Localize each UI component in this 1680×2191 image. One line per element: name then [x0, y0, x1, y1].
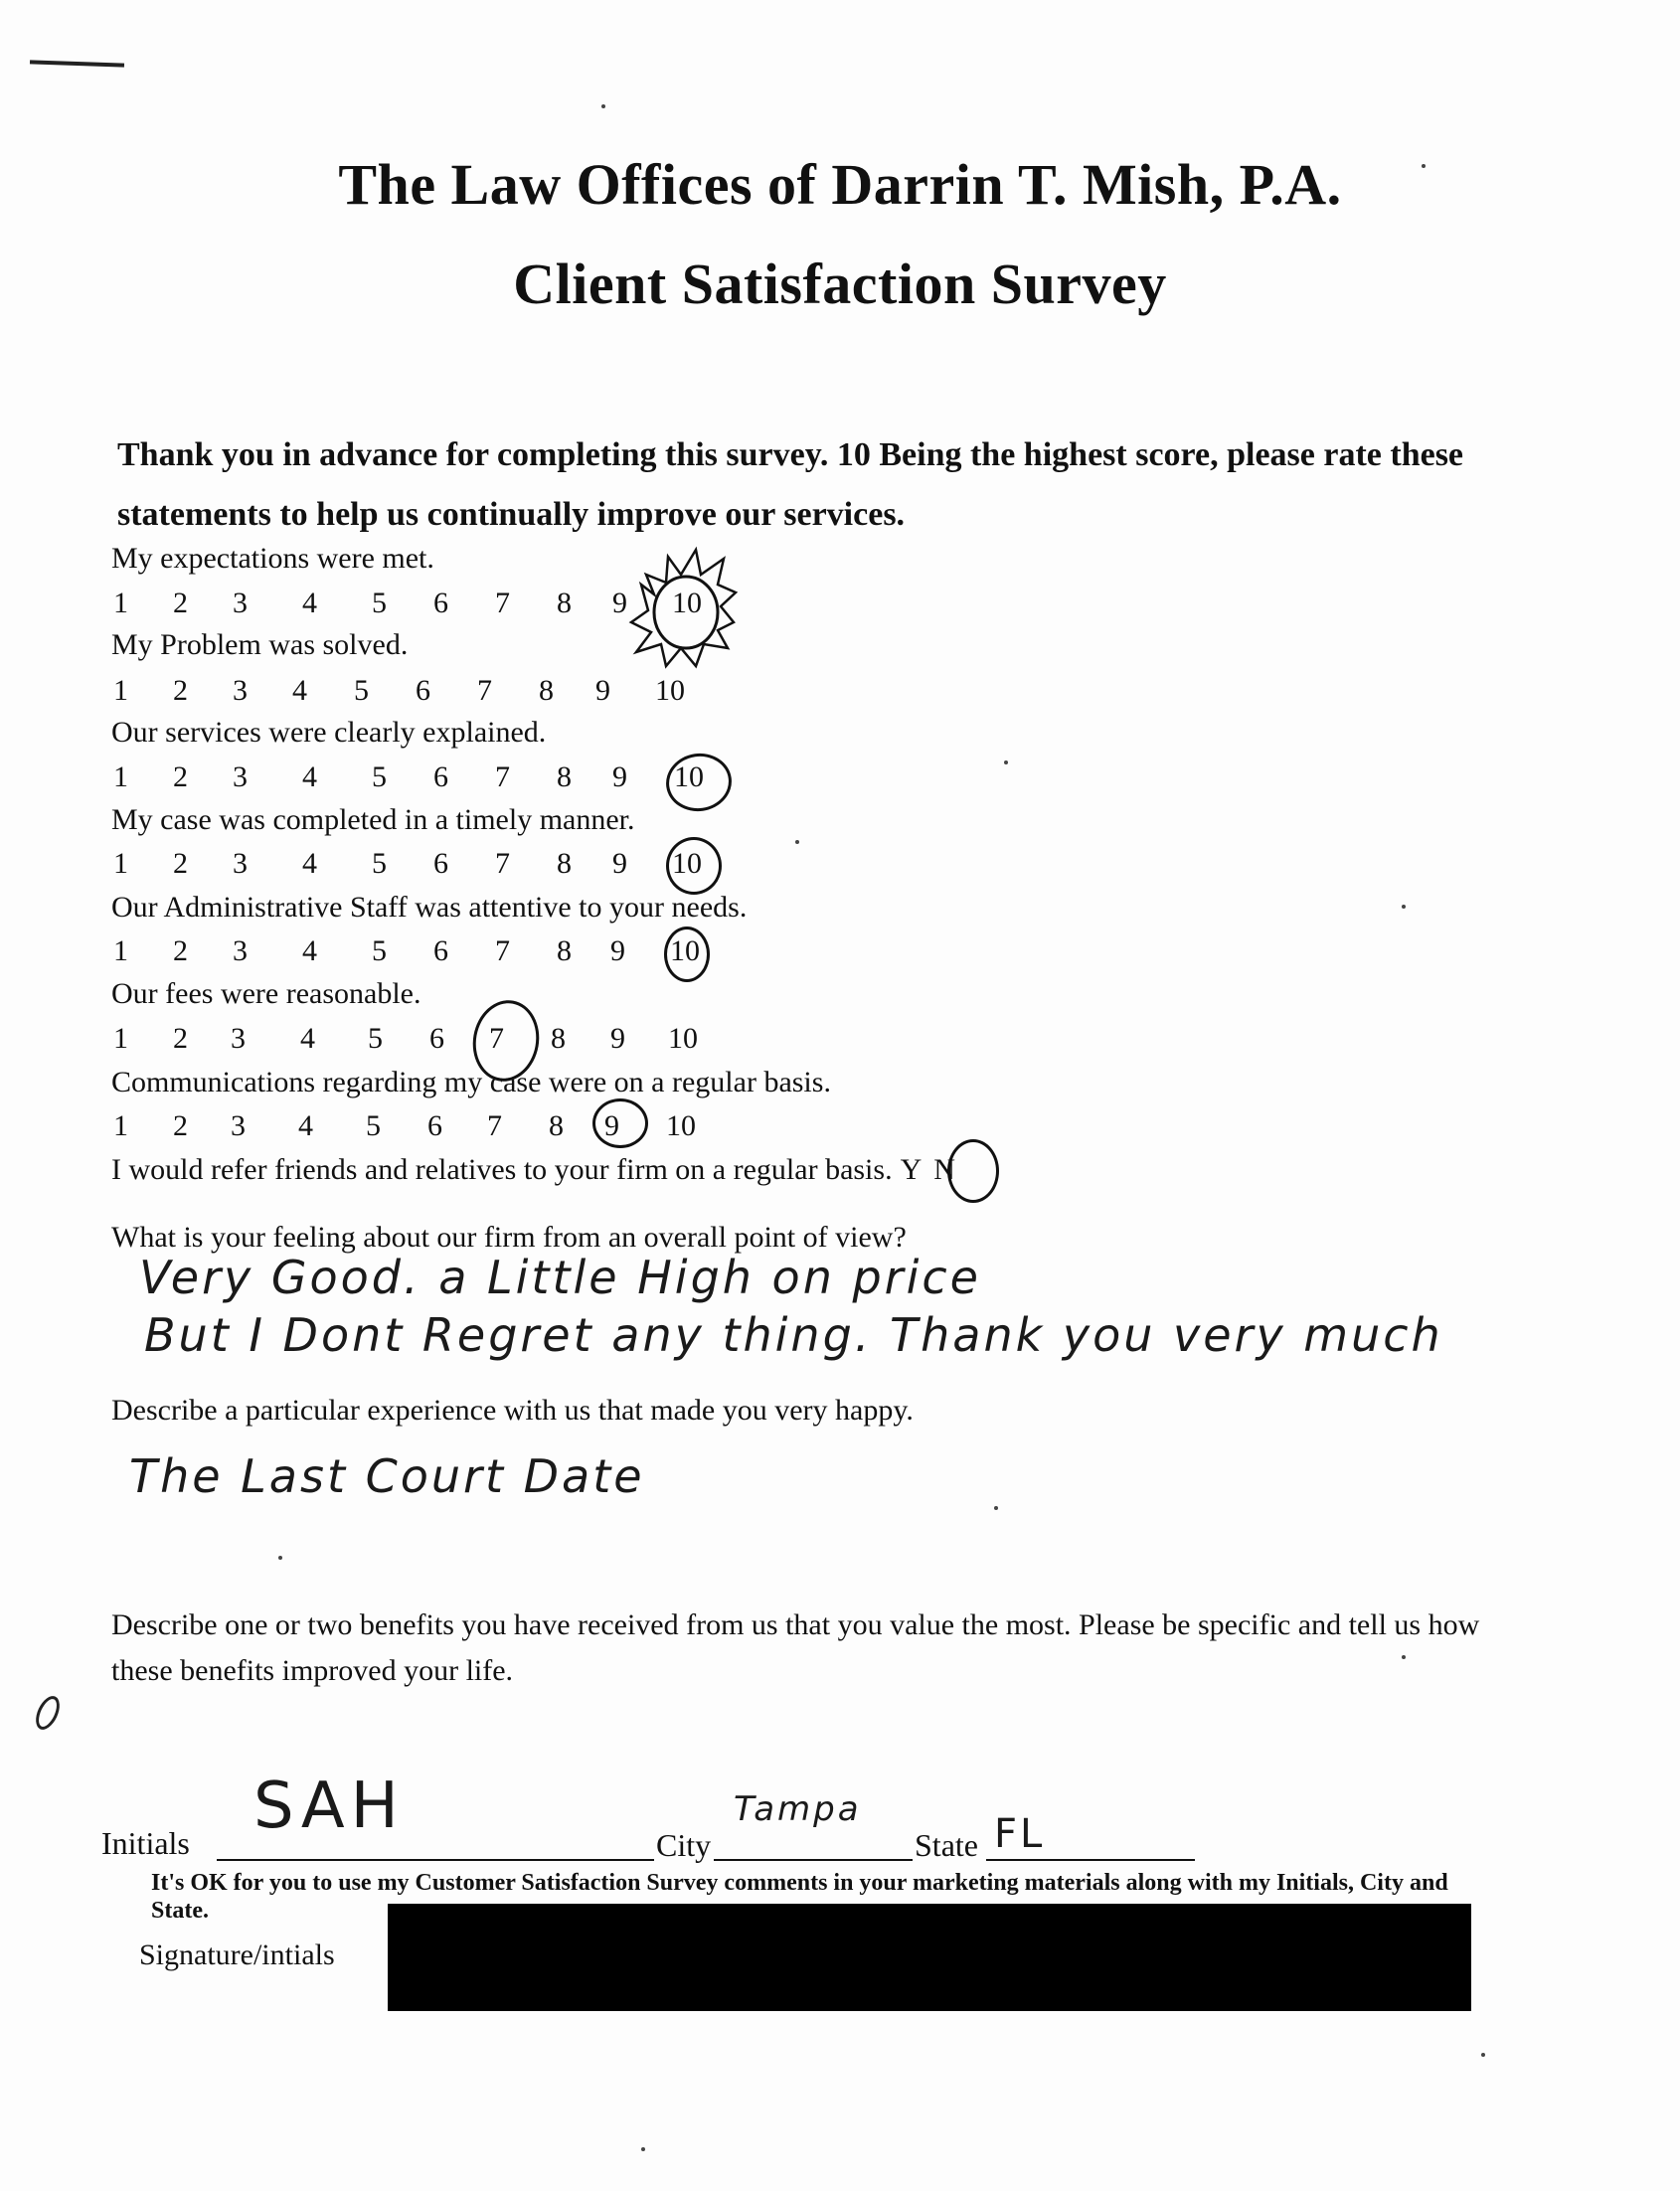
scale-number: 5 [372, 847, 387, 880]
scan-dot [601, 104, 605, 108]
scan-dot [994, 1506, 998, 1510]
scale-number: 4 [302, 587, 317, 619]
scale-number: 1 [113, 760, 128, 793]
scale-number: 7 [495, 934, 510, 967]
refer-yes-option[interactable]: Y [900, 1153, 923, 1186]
signature-label: Signature/intials [139, 1938, 335, 1971]
scale-number: 8 [557, 587, 572, 619]
city-label: City [656, 1827, 712, 1863]
scale-number: 9 [595, 674, 610, 707]
scale-number: 4 [292, 674, 307, 707]
scale-number: 5 [366, 1109, 381, 1142]
scale-number: 3 [233, 674, 248, 707]
scale-number: 10 [674, 760, 704, 793]
consent-text: It's OK for you to use my Customer Satisfaction Survey comments in your marketing materials along with my Initials, City and State. [151, 1870, 1448, 1924]
rating-scale-6[interactable] [113, 1022, 750, 1062]
scale-number: 1 [113, 674, 128, 707]
experience-question: Describe a particular experience with us that made you very happy. [111, 1394, 914, 1427]
scale-number: 2 [173, 934, 188, 967]
scale-number: 1 [113, 1109, 128, 1142]
scale-number: 9 [610, 934, 625, 967]
feeling-answer-line-1[interactable]: Very Good. a Little High on price [139, 1251, 981, 1304]
scale-number: 4 [302, 847, 317, 880]
selection-circle [592, 1098, 648, 1148]
scan-mark [30, 60, 124, 67]
refer-question [111, 1153, 955, 1187]
scan-dot [795, 840, 799, 844]
scale-number: 5 [372, 760, 387, 793]
scale-number: 10 [672, 587, 702, 619]
scale-number: 7 [495, 587, 510, 619]
scale-number: 5 [372, 934, 387, 967]
selection-circle [666, 837, 722, 895]
scale-number: 6 [433, 760, 448, 793]
refer-no-option[interactable]: N [933, 1153, 955, 1186]
scale-number: 6 [416, 674, 430, 707]
scale-number: 6 [433, 847, 448, 880]
scale-number: 10 [666, 1109, 696, 1142]
scan-dot [641, 2147, 645, 2151]
scale-number: 3 [231, 1109, 246, 1142]
page-title: The Law Offices of Darrin T. Mish, P.A. [338, 152, 1342, 217]
margin-mark [31, 1692, 64, 1733]
scale-number: 5 [368, 1022, 383, 1055]
scale-number: 10 [668, 1022, 698, 1055]
scale-number: 7 [495, 760, 510, 793]
initials-line [217, 1859, 654, 1861]
scale-number: 10 [672, 847, 702, 880]
scale-number: 8 [557, 760, 572, 793]
scale-number: 2 [173, 587, 188, 619]
scale-number: 10 [655, 674, 685, 707]
scale-number: 7 [477, 674, 492, 707]
redaction-box [388, 1904, 1471, 2011]
state-line [986, 1859, 1195, 1861]
scale-number: 2 [173, 847, 188, 880]
scale-number: 6 [433, 587, 448, 619]
scan-dot [1481, 2053, 1485, 2057]
scan-dot [1004, 760, 1008, 764]
scale-number: 3 [233, 934, 248, 967]
scale-number: 3 [233, 847, 248, 880]
question-4: My case was completed in a timely manner. [111, 803, 635, 836]
rating-scale-2[interactable] [113, 674, 750, 714]
selection-circle [947, 1139, 999, 1203]
refer-text: I would refer friends and relatives to your firm on a regular basis. [111, 1153, 893, 1186]
scale-number: 4 [302, 760, 317, 793]
question-5: Our Administrative Staff was attentive to your needs. [111, 891, 748, 924]
scale-number: 8 [557, 934, 572, 967]
scale-number: 3 [233, 587, 248, 619]
page-subtitle: Client Satisfaction Survey [513, 252, 1167, 316]
scale-number: 1 [113, 587, 128, 619]
scale-number: 8 [557, 847, 572, 880]
scale-number: 9 [612, 847, 627, 880]
question-3: Our services were clearly explained. [111, 716, 547, 749]
scale-number: 10 [670, 934, 700, 967]
scale-number: 3 [233, 760, 248, 793]
scale-number: 8 [549, 1109, 564, 1142]
rating-scale-4[interactable] [113, 847, 750, 887]
scale-number: 1 [113, 847, 128, 880]
feeling-answer-line-2[interactable]: But I Dont Regret any thing. Thank you very much [144, 1308, 1443, 1362]
scale-number: 6 [429, 1022, 444, 1055]
scale-number: 5 [372, 587, 387, 619]
feeling-question: What is your feeling about our firm from an overall point of view? [111, 1221, 907, 1254]
scale-number: 2 [173, 674, 188, 707]
scale-number: 5 [354, 674, 369, 707]
scale-number: 9 [610, 1022, 625, 1055]
scale-number: 9 [604, 1109, 619, 1142]
benefits-answer[interactable] [109, 1710, 1501, 1770]
state-value[interactable]: FL [994, 1811, 1046, 1857]
scale-number: 1 [113, 1022, 128, 1055]
scale-number: 7 [489, 1022, 504, 1055]
rating-scale-5[interactable] [113, 934, 750, 974]
scale-number: 2 [173, 1022, 188, 1055]
scale-number: 6 [427, 1109, 442, 1142]
selection-circle [662, 750, 735, 816]
question-6: Our fees were reasonable. [111, 977, 421, 1010]
scale-number: 1 [113, 934, 128, 967]
scale-number: 8 [539, 674, 554, 707]
selection-scribble-mark [626, 545, 741, 674]
scale-number: 3 [231, 1022, 246, 1055]
initials-value[interactable]: SAH [253, 1770, 405, 1843]
intro-text: Thank you in advance for completing this survey. 10 Being the highest score, please rate these statements to help us continually improve our services. [117, 436, 1464, 533]
rating-scale-7[interactable] [113, 1109, 750, 1149]
scale-number: 8 [551, 1022, 566, 1055]
scale-number: 2 [173, 760, 188, 793]
city-value[interactable]: Tampa [734, 1789, 862, 1829]
scale-number: 7 [495, 847, 510, 880]
scale-number: 2 [173, 1109, 188, 1142]
scale-number: 4 [298, 1109, 313, 1142]
scale-number: 6 [433, 934, 448, 967]
city-line [714, 1859, 913, 1861]
state-label: State [915, 1827, 978, 1863]
scan-dot [278, 1556, 282, 1560]
scale-number: 9 [612, 760, 627, 793]
experience-answer[interactable]: The Last Court Date [129, 1449, 645, 1503]
scan-dot [1402, 905, 1406, 909]
question-2: My Problem was solved. [111, 628, 409, 661]
initials-label: Initials [101, 1825, 190, 1861]
rating-scale-3[interactable] [113, 760, 750, 800]
scale-number: 7 [487, 1109, 502, 1142]
selection-circle [664, 927, 710, 982]
question-7: Communications regarding my case were on a regular basis. [111, 1066, 831, 1098]
scale-number: 4 [300, 1022, 315, 1055]
scale-number: 9 [612, 587, 627, 619]
question-1: My expectations were met. [111, 542, 434, 575]
benefits-question: Describe one or two benefits you have received from us that you value the most. Please be specific and tell us how these benefits improved your life. [111, 1608, 1480, 1687]
scale-number: 4 [302, 934, 317, 967]
